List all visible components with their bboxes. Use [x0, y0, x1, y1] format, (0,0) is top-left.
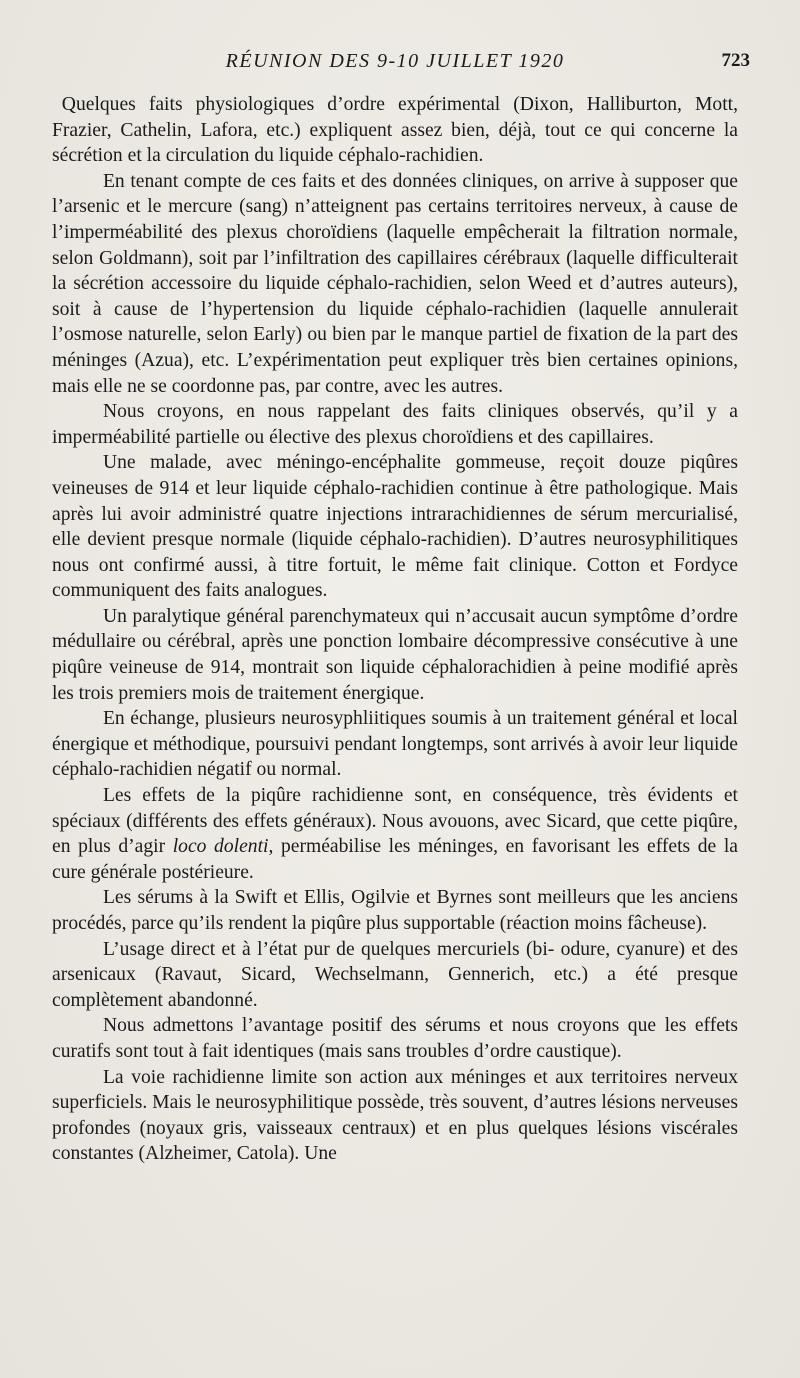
paragraph-direct-use: L’usage direct et à l’état pur de quelques mercuriels (bi- odure, cyanure) et des arsenicaux (Ravaut, Sicard, Wechselmann, Gennerich, etc.) a été presque complètement abandonné. [52, 938, 738, 1011]
loco-dolenti-phrase: loco dolenti [172, 836, 269, 858]
paragraph-case-paralytic: Un paralytique général parenchymateux qui n’accusait aucun symptôme d’ordre médullaire ou cérébral, après une ponction lombaire décompressive consécutive à une piqûre veineuse de 914, montrait son liquide céphalorachidien à peine modifié après les trois premiers mois de traitement énergique. [52, 605, 738, 704]
rachidian-effects-text-continued: , perméabilise les méninges, en favorisant les effets de la cure générale postérieure. [52, 836, 738, 883]
paragraph-case-gummatous: Une malade, avec méningo-encéphalite gommeuse, reçoit douze piqûres veineuses de 914 et leur liquide céphalo-rachidien continue à être pathologique. Mais après lui avoir administré quatre injections intrarachidiennes de sérum mercurialisé, elle devient presque normale (liquide céphalo-rachidien). D’autres neurosyphilitiques nous ont confirmé aussi, à titre fortuit, le même fait clinique. Cotton et Fordyce communiquent des faits analogues. [52, 452, 738, 602]
paragraph-advantage: Nous admettons l’avantage positif des sérums et nous croyons que les effets curatifs sont tout à fait identiques (mais sans troubles d’ordre caustique). [52, 1015, 738, 1062]
running-head [52, 44, 750, 84]
running-title: RÉUNION DES 9-10 JUILLET 1920 [225, 50, 565, 72]
paragraph-physiology: Quelques faits physiologiques d’ordre expérimental (Dixon, Halliburton, Mott, Frazier, Cathelin, Lafora, etc.) expliquent assez bien, déjà, tout ce qui concerne la sécrétion et la circulation du liquide céphalo-rachidien. [52, 94, 738, 167]
body-text [52, 92, 738, 1167]
paragraph-hypotheses: En tenant compte de ces faits et des données cliniques, on arrive à supposer que l’arsenic et le mercure (sang) n’atteignent pas certains territoires nerveux, à cause de l’imperméabilité des plexus choroïdiens (laquelle empêcherait la filtration normale, selon Goldmann), soit par l’infiltration des capillaires cérébraux (laquelle difficulterait la sécrétion accessoire du liquide céphalo-rachidien, selon Weed et d’autres auteurs), soit à cause de l’hypertension du liquide céphalo-rachidien (laquelle annulerait l’osmose naturelle, selon Early) ou bien par le manque partiel de fixation de la part des méninges (Azua), etc. L’expérimentation peut expliquer très bien certaines opinions, mais elle ne se coordonne pas, par contre, avec les autres. [52, 170, 738, 397]
paragraph-rachidian-route: La voie rachidienne limite son action aux méninges et aux territoires nerveux superficiels. Mais le neurosyphilitique possède, très souvent, d’autres lésions nerveuses profondes (noyaux gris, vaisseaux centraux) et en plus quelques lésions viscérales constantes (Alzheimer, Catola). Une [52, 1066, 738, 1165]
page-number: 723 [721, 50, 750, 71]
paragraph-impermeability: Nous croyons, en nous rappelant des faits cliniques observés, qu’il y a imperméabilité partielle ou élective des plexus choroïdiens et des capillaires. [52, 401, 738, 448]
paragraph-rachidian-effects [52, 783, 738, 885]
rachidian-effects-text: Les effets de la piqûre rachidienne sont, en conséquence, très évidents et spéciaux (différents des effets généraux). Nous avouons, avec Sicard, que cette piqûre, en plus d’agir [52, 785, 738, 858]
paragraph-general-treatment: En échange, plusieurs neurosyphliitiques soumis à un traitement général et local énergique et méthodique, poursuivi pendant longtemps, sont arrivés à avoir leur liquide céphalo-rachidien négatif ou normal. [52, 708, 738, 781]
paragraph-serums: Les sérums à la Swift et Ellis, Ogilvie et Byrnes sont meilleurs que les anciens procédés, parce qu’ils rendent la piqûre plus supportable (réaction moins fâcheuse). [52, 887, 738, 934]
